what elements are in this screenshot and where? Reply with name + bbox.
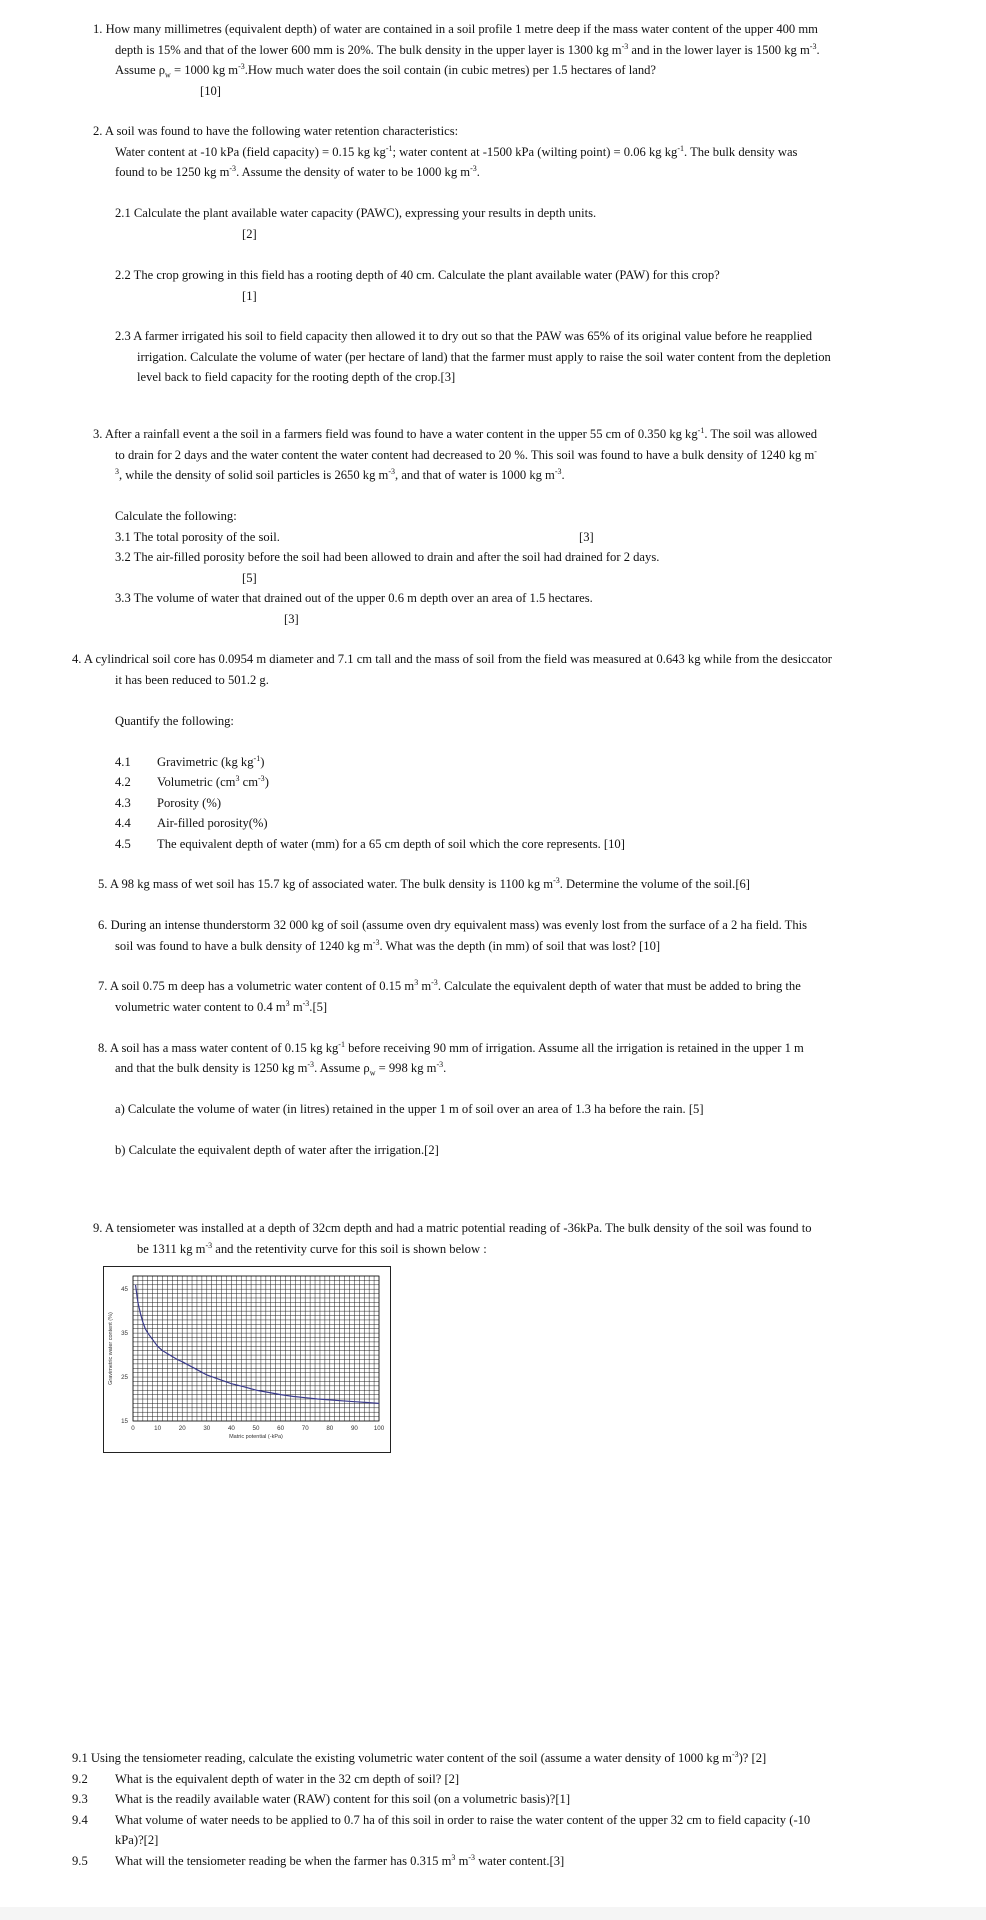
q2-1-text: 2.1 Calculate the plant available water capacity (PAWC), expressing your results in depth units. xyxy=(115,206,597,220)
q9-line-1: 9. A tensiometer was installed at a depth of 32cm depth and had a matric potential reading of -36kPa. The bulk density of the soil was found to xyxy=(93,1221,812,1235)
q9-4-num: 9.4 xyxy=(72,1813,88,1827)
q4-item-3-text: Porosity (%) xyxy=(157,796,222,810)
q3-3-text: 3.3 The volume of water that drained out of the upper 0.6 m depth over an area of 1.5 hectares. xyxy=(115,591,593,605)
q3-line-3: $^3$, while the density of solid soil particles is 2650 kg $m^{-3}$, and that of water is 1000 kg $m^{-3}$. xyxy=(115,466,565,482)
y-tick-label: 45 xyxy=(121,1286,128,1294)
q3-1-marks: [3] xyxy=(579,530,594,544)
q2-1-marks: [2] xyxy=(242,227,257,241)
q4-item-2: 4.2 xyxy=(115,775,131,789)
q2-line-1: Water content at -10 kPa (field capacity) = 0.15 kg $kg^{-1}$; water content at -1500 kPa (wilting point) = 0.06 kg $kg^{-1}$. The bulk density was xyxy=(115,143,798,159)
q4-item-3: 4.3 xyxy=(115,796,131,810)
q4-item-5: 4.5 xyxy=(115,837,131,851)
q8-part-b: b) Calculate the equivalent depth of water after the irrigation.[2] xyxy=(115,1143,439,1157)
q9-line-2: be 1311 kg $m^{-3}$ and the retentivity curve for this soil is shown below : xyxy=(137,1240,487,1256)
q9-2-num: 9.2 xyxy=(72,1772,88,1786)
q2-3-line-3: level back to field capacity for the rooting depth of the crop.[3] xyxy=(137,370,456,384)
q9-5-text: What will the tensiometer reading be when the farmer has 0.315 $m^3$ $m^{-3}$ water content.[3] xyxy=(115,1852,565,1868)
q4-item-4: 4.4 xyxy=(115,816,131,830)
q2-3-line-1: 2.3 A farmer irrigated his soil to field capacity then allowed it to dry out so that the PAW was 65% of its original value before he reapplied xyxy=(115,329,813,343)
x-tick-label: 90 xyxy=(350,1425,358,1432)
retentivity-chart xyxy=(103,1266,391,1453)
q3-3-marks: [3] xyxy=(284,612,299,626)
q3-2-marks: [5] xyxy=(242,571,257,585)
q4-item-5-text: The equivalent depth of water (mm) for a 65 cm depth of soil which the core represents. [10] xyxy=(157,837,625,851)
y-axis-label: Gravimetric water content (%) xyxy=(108,1312,114,1385)
x-tick-label: 60 xyxy=(277,1425,285,1432)
q4-quantify: Quantify the following: xyxy=(115,714,234,728)
q4-item-4-text: Air-filled porosity(%) xyxy=(157,816,268,830)
q7-line-1: 7. A soil 0.75 m deep has a volumetric water content of 0.15 $m^3$ $m^{-3}$. Calculate the equivalent depth of water that must be added to bring the xyxy=(98,977,801,993)
q3-line-2: to drain for 2 days and the water content the water content had decreased to 20 %. This soil was found to have a bulk density of 1240 kg m- xyxy=(115,446,817,462)
x-tick-label: 20 xyxy=(178,1425,186,1432)
q8-part-a: a) Calculate the volume of water (in litres) retained in the upper 1 m of soil over an area of 1.3 ha before the rain. [5] xyxy=(115,1102,704,1116)
x-tick-label: 80 xyxy=(326,1425,334,1432)
q2-line-2: found to be 1250 kg $m^{-3}$. Assume the density of water to be 1000 kg $m^{-3}$. xyxy=(115,163,480,179)
page-bottom-edge xyxy=(0,1907,986,1920)
x-tick-label: 50 xyxy=(252,1425,260,1432)
question-5: 5. A 98 kg mass of wet soil has 15.7 kg of associated water. The bulk density is 1100 kg $m^{-3}$. Determine the volume of the soil.[6] xyxy=(98,875,751,891)
x-tick-label: 30 xyxy=(203,1425,211,1432)
q9-5-num: 9.5 xyxy=(72,1854,88,1868)
q4-item-1-text: Gravimetric (kg $kg^{-1}$) xyxy=(157,753,265,769)
q3-calc-label: Calculate the following: xyxy=(115,509,237,523)
q9-4-text-cont: kPa)?[2] xyxy=(115,1833,159,1847)
q8-line-1: 8. A soil has a mass water content of 0.15 kg $kg^{-1}$ before receiving 90 mm of irrigation. Assume all the irrigation is retained in the upper 1 m xyxy=(98,1039,804,1055)
x-tick-label: 40 xyxy=(227,1425,235,1432)
q9-3-num: 9.3 xyxy=(72,1792,88,1806)
q9-3-text: What is the readily available water (RAW) content for this soil (on a volumetric basis)?[1] xyxy=(115,1792,571,1806)
x-axis-label: Matric potential (-kPa) xyxy=(229,1434,283,1440)
q6-line-2: soil was found to have a bulk density of 1240 kg $m^{-3}$. What was the depth (in mm) of soil that was lost? [10] xyxy=(115,937,661,953)
q4-line-2: it has been reduced to 501.2 g. xyxy=(115,673,269,687)
q6-line-1: 6. During an intense thunderstorm 32 000 kg of soil (assume oven dry equivalent mass) was evenly lost from the surface of a 2 ha field. This xyxy=(98,918,808,932)
q1-line-2: depth is 15% and that of the lower 600 mm is 20%. The bulk density in the upper layer is 1300 kg $m^{-3}$ and in the lower layer is 1500 kg $m^{-3}$. xyxy=(115,41,820,57)
q8-line-2: and that the bulk density is 1250 kg $m^{-3}$. Assume $\rho_w = 998$ kg $m^{-3}$. xyxy=(115,1059,447,1078)
q2-2-marks: [1] xyxy=(242,289,257,303)
x-tick-label: 70 xyxy=(301,1425,309,1432)
x-tick-label: 0 xyxy=(131,1425,135,1432)
q9-4-text: What volume of water needs to be applied to 0.7 ha of this soil in order to raise the water content of the upper 32 cm to field capacity (-10 xyxy=(115,1813,811,1827)
chart-canvas xyxy=(104,1267,390,1452)
q4-item-2-text: Volumetric ($cm^3$ $cm^{-3}$) xyxy=(157,773,269,789)
y-tick-label: 25 xyxy=(121,1374,128,1382)
q1-marks: [10] xyxy=(200,84,221,98)
q2-3-line-2: irrigation. Calculate the volume of water (per hectare of land) that the farmer must apply to raise the soil water content from the depletion xyxy=(137,350,831,364)
q7-line-2: volumetric water content to 0.4 $m^3$ $m^{-3}.[5]$ xyxy=(115,998,328,1014)
q3-2-text: 3.2 The air-filled porosity before the soil had been allowed to drain and after the soil had drained for 2 days. xyxy=(115,550,660,564)
q3-1-text: 3.1 The total porosity of the soil. xyxy=(115,530,280,544)
q3-line-1: 3. After a rainfall event a the soil in a farmers field was found to have a water content in the upper 55 cm of 0.350 kg $kg^{-1}$. The soil was allowed xyxy=(93,425,818,441)
q2-2-text: 2.2 The crop growing in this field has a rooting depth of 40 cm. Calculate the plant available water (PAW) for this crop? xyxy=(115,268,720,282)
q1-line-3: Assume $\rho_w = 1000$ kg $m^{-3}.How$ much water does the soil contain (in cubic metres) per 1.5 hectares of land? xyxy=(115,61,657,80)
q9-2-text: What is the equivalent depth of water in the 32 cm depth of soil? [2] xyxy=(115,1772,460,1786)
x-tick-label: 100 xyxy=(373,1425,385,1432)
x-tick-label: 10 xyxy=(154,1425,162,1432)
y-tick-label: 35 xyxy=(121,1330,128,1338)
q4-item-1: 4.1 xyxy=(115,755,131,769)
q2-intro: 2. A soil was found to have the following water retention characteristics: xyxy=(93,124,459,138)
q1-line-1: 1. How many millimetres (equivalent depth) of water are contained in a soil profile 1 metre deep if the mass water content of the upper 400 mm xyxy=(93,22,818,36)
y-tick-label: 15 xyxy=(121,1418,128,1425)
q4-line-1: 4. A cylindrical soil core has 0.0954 m diameter and 7.1 cm tall and the mass of soil from the field was measured at 0.643 kg while from the desiccator xyxy=(72,652,832,666)
q9-1-text: 9.1 Using the tensiometer reading, calculate the existing volumetric water content of the soil (assume a water density of 1000 kg $m^{-3}$)? [2] xyxy=(72,1749,767,1765)
